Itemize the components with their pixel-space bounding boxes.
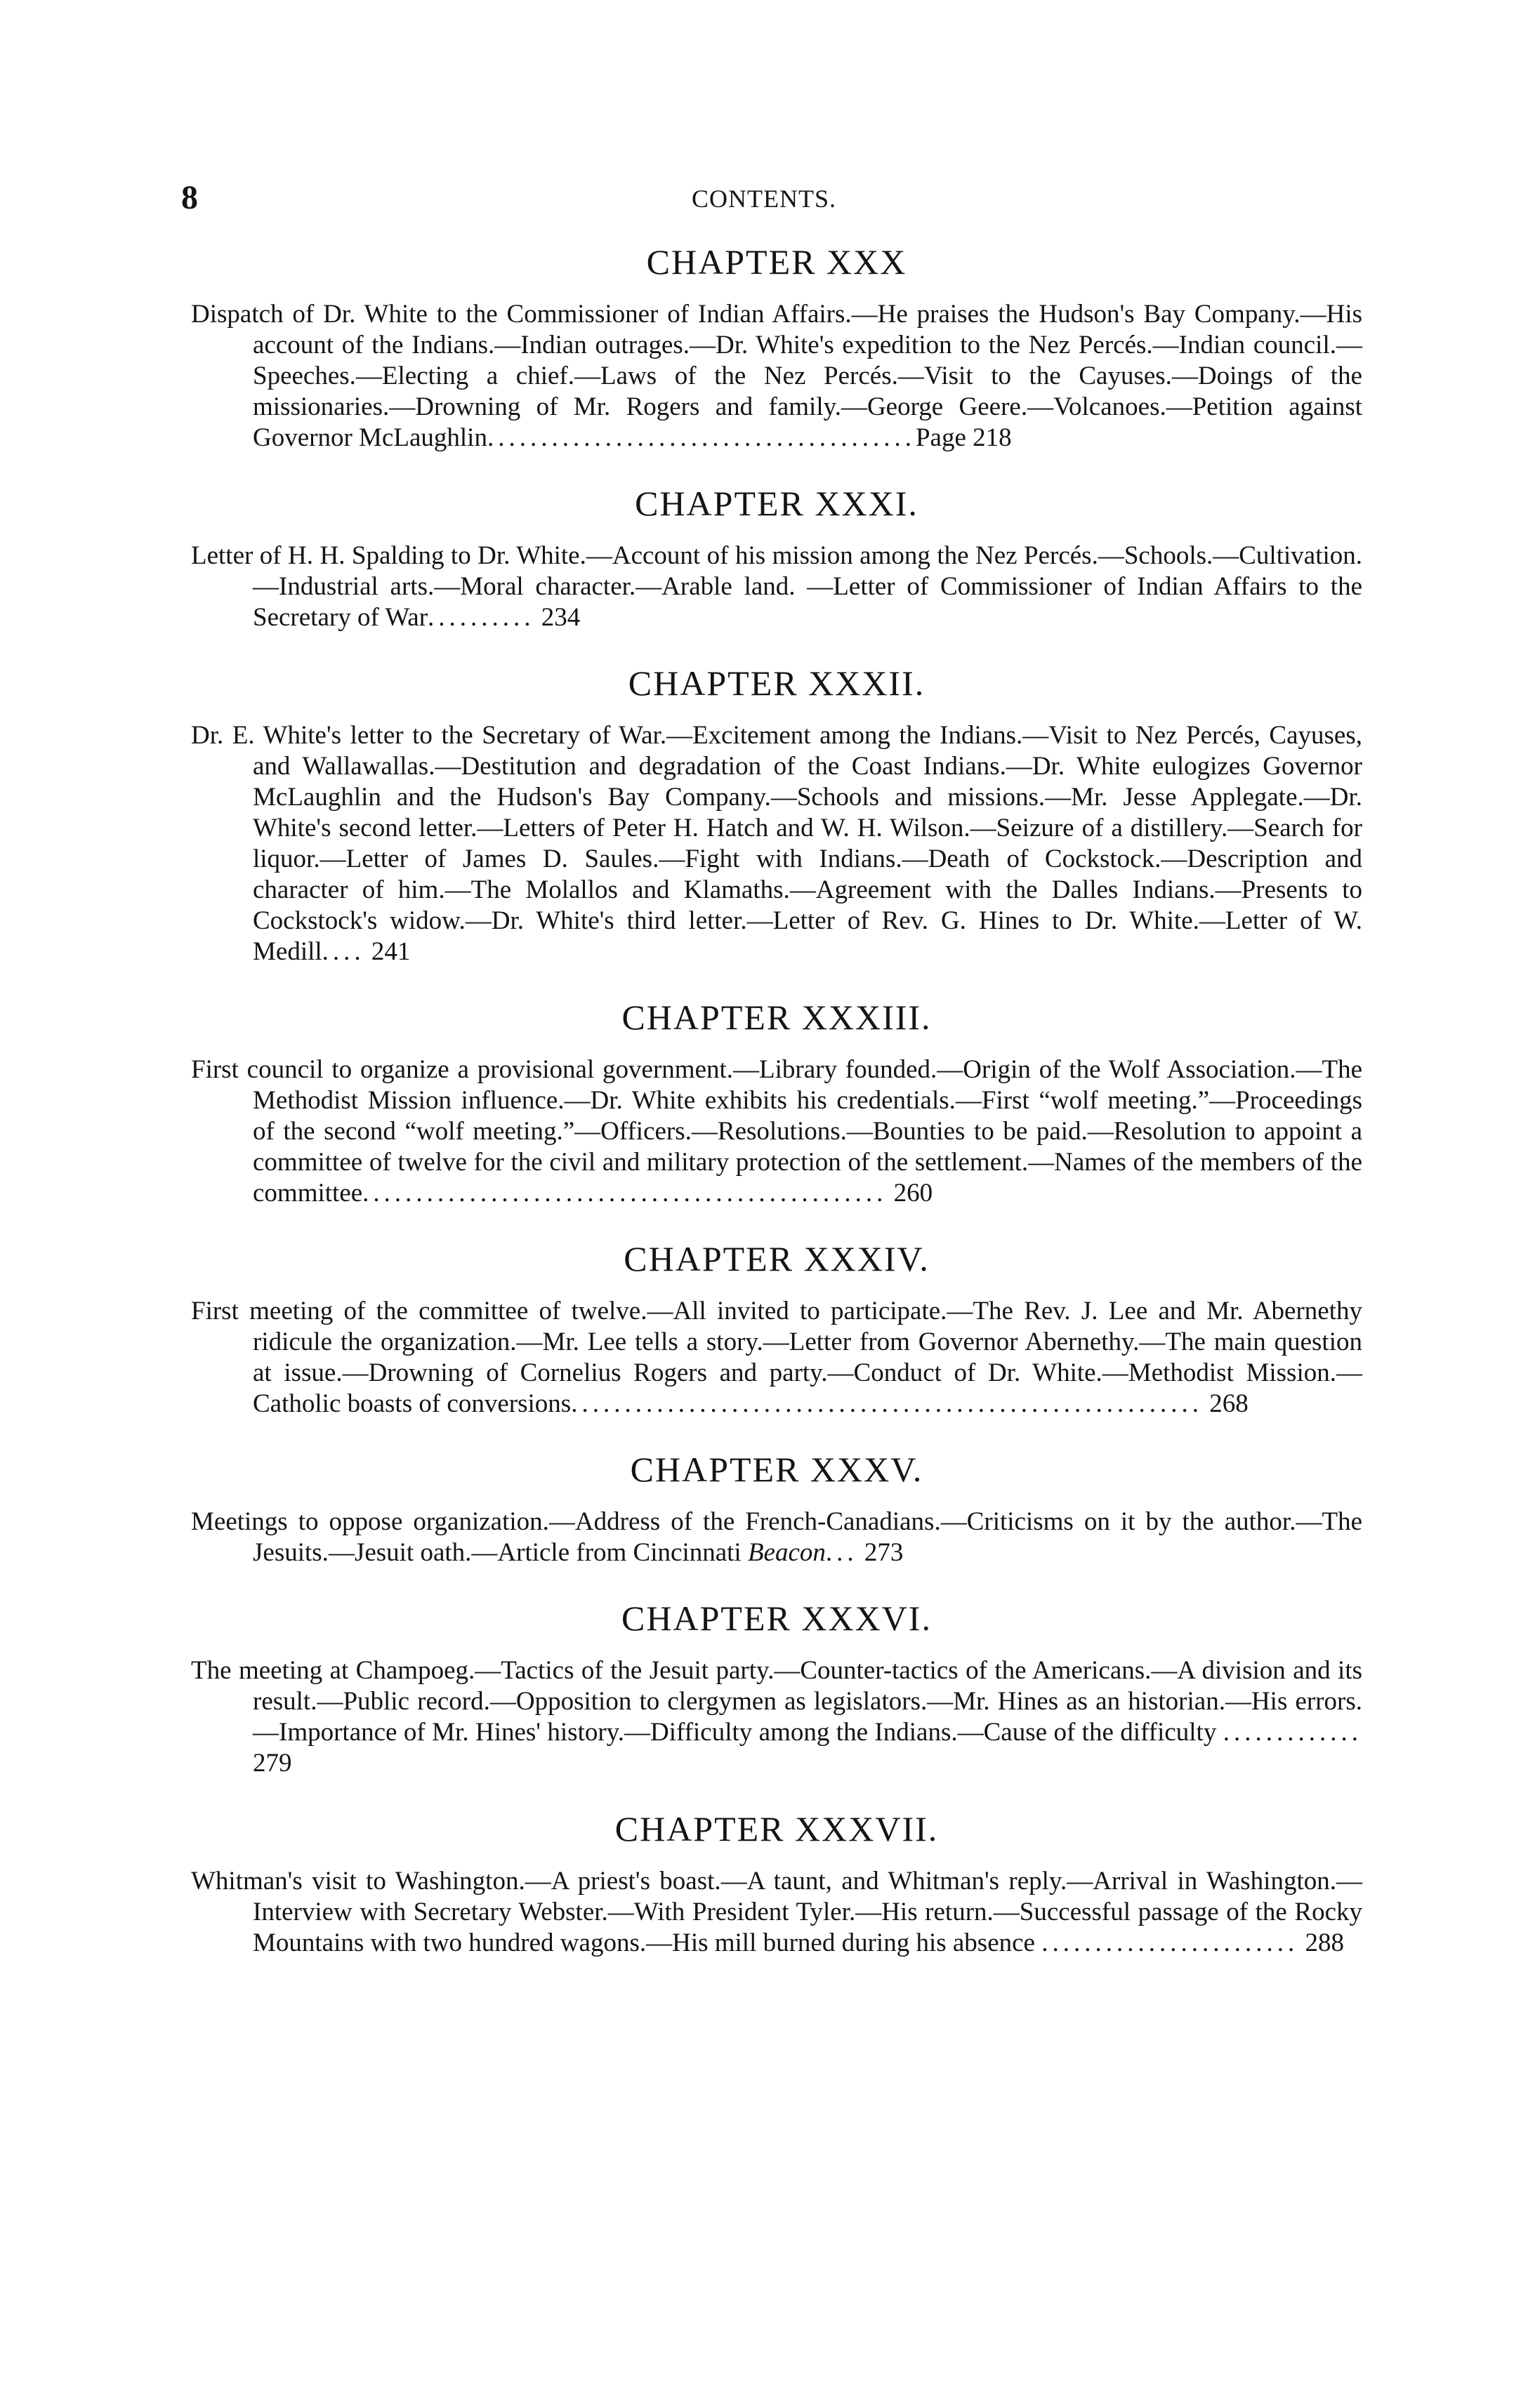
chapter-title: CHAPTER XXXII. — [628, 663, 926, 703]
chapter-summary — [191, 1507, 1362, 1568]
italic-title: Beacon — [747, 1538, 826, 1567]
page-reference: Page 218 — [915, 423, 1012, 452]
summary-text: Whitman's visit to Washington.—A priest's boast.—A taunt, and Whitman's reply.—Arrival in Washington.—Interview with Secretary Webster.—With President Tyler.—His return.—Successful passage of the Rocky Mountains with two hundred wagons.—His mill burned during his absence — [191, 1867, 1362, 1957]
page-reference: 273 — [864, 1538, 904, 1567]
chapter-entry-xxxv — [191, 1452, 1362, 1568]
page-reference: 288 — [1305, 1929, 1344, 1957]
dot-leader: ........................................ — [487, 423, 916, 452]
chapter-title: CHAPTER XXXIII. — [621, 998, 932, 1037]
chapter-title: CHAPTER XXXIV. — [624, 1239, 930, 1278]
summary-text: Dispatch of Dr. White to the Commissioner of Indian Affairs.—He praises the Hudson's Bay Company.—His account of the Indians.—Indian outrages.—Dr. White's expedition to the Nez Percés.—Indian council.—Speeches.—Electing a chief.—Laws of the Nez Percés.—Visit to the Cayuses.—Doings of the missionaries.—Drowning of Mr. Rogers and family.—George Geere.—Volcanoes.—Petition against Governor McLaughlin — [191, 300, 1362, 452]
page-reference: 260 — [893, 1179, 933, 1208]
dot-leader: ................................................. — [362, 1179, 888, 1208]
chapter-title: CHAPTER XXXI. — [635, 484, 918, 523]
dot-leader: ........................................................... — [571, 1389, 1203, 1418]
summary-text: First meeting of the committee of twelve.—All invited to participate.—The Rev. J. Lee and Mr. Abernethy ridicule the organization.—Mr. Lee tells a story.—Letter from Governor Abernethy.—The main question at issue.—Drowning of Cornelius Rogers and party.—Conduct of Dr. White.—Methodist Mission.—Catholic boasts of conversions — [191, 1297, 1362, 1418]
dot-leader: ........................ — [1041, 1929, 1299, 1957]
chapter-summary — [191, 1866, 1362, 1959]
chapter-summary — [191, 720, 1362, 967]
chapter-entry-xxxi — [191, 486, 1362, 633]
chapter-title: CHAPTER XXXVII. — [614, 1809, 939, 1848]
contents-list — [191, 244, 1362, 1959]
chapter-summary — [191, 1296, 1362, 1420]
summary-text: Dr. E. White's letter to the Secretary of War.—Excitement among the Indians.—Visit to Nez Percés, Cayuses, and Wallawallas.—Destitution and degradation of the Coast Indians.—Dr. White eulogizes Governor McLaughlin and the Hudson's Bay Company.—Schools and missions.—Mr. Jesse Applegate.—Dr. White's second letter.—Letters of Peter H. Hatch and W. H. Wilson.—Seizure of a distillery.—Search for liquor.—Letter of James D. Saules.—Fight with Indians.—Death of Cockstock.—Description and character of him.—The Molallos and Klamaths.—Agreement with the Dalles Indians.—Presents to Cockstock's widow.—Dr. White's third letter.—Letter of Rev. G. Hines to Dr. White.—Letter of W. Medill — [191, 721, 1362, 966]
chapter-summary — [191, 299, 1362, 454]
page-reference: 241 — [371, 937, 411, 966]
chapter-summary — [191, 541, 1362, 633]
chapter-summary — [191, 1054, 1362, 1209]
dot-leader: .... — [322, 937, 365, 966]
chapter-entry-xxx — [191, 244, 1362, 454]
chapter-title: CHAPTER XXXVI. — [621, 1599, 932, 1638]
chapter-title: CHAPTER XXX — [646, 242, 907, 282]
summary-text: Meetings to oppose organization.—Address of the French-Canadians.—Criticisms on it by the author.—The Jesuits.—Jesuit oath.—Article from Cincinnati — [191, 1507, 1362, 1567]
chapter-entry-xxxvii — [191, 1811, 1362, 1959]
page-reference: 279 — [253, 1749, 292, 1778]
dot-leader: .......... — [428, 603, 535, 632]
page-number: 8 — [181, 179, 198, 216]
dot-leader: ... — [825, 1538, 858, 1567]
dot-leader: ............. — [1223, 1718, 1362, 1747]
summary-text: First council to organize a provisional government.—Library founded.—Origin of the Wolf Association.—The Methodist Mission influence.—Dr. White exhibits his credentials.—First “wolf meeting.”—Proceedings of the second “wolf meeting.”—Officers.—Resolutions.—Bounties to be paid.—Resolution to appoint a committee of twelve for the civil and military protection of the settlement.—Names of the members of the committee — [191, 1055, 1362, 1208]
chapter-entry-xxxii — [191, 663, 1362, 967]
page-reference: 234 — [541, 603, 581, 632]
chapter-entry-xxxiii — [191, 1000, 1362, 1209]
page-reference: 268 — [1209, 1389, 1249, 1418]
summary-text: Letter of H. H. Spalding to Dr. White.—Account of his mission among the Nez Percés.—Schools.—Cultivation.—Industrial arts.—Moral character.—Arable land. —Letter of Commissioner of Indian Affairs to the Secretary of War — [191, 541, 1362, 632]
chapter-summary — [191, 1655, 1362, 1779]
summary-text: The meeting at Champoeg.—Tactics of the Jesuit party.—Counter-tactics of the Americans.—A division and its result.—Public record.—Opposition to clergymen as legislators.—Mr. Hines as an historian.—His errors.—Importance of Mr. Hines' history.—Difficulty among the Indians.—Cause of the difficulty — [191, 1656, 1362, 1747]
chapter-title: CHAPTER XXXV. — [630, 1450, 923, 1489]
chapter-entry-xxxiv — [191, 1241, 1362, 1420]
chapter-entry-xxxvi — [191, 1601, 1362, 1779]
running-title: CONTENTS. — [692, 185, 836, 213]
